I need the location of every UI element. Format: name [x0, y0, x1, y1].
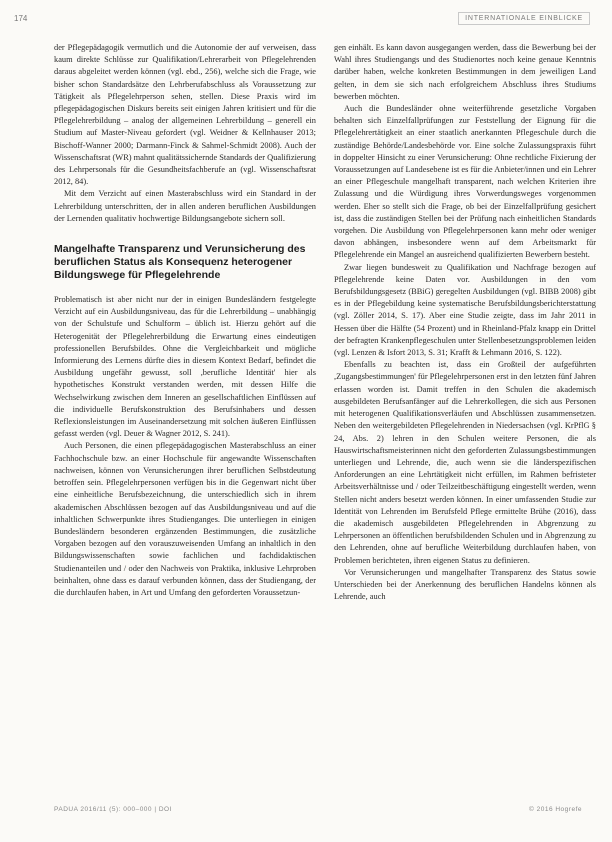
paragraph: Auch Personen, die einen pflegepädagogischen Masterabschluss an einer Fachhochschule bzw. an einer Hochschule für angewandte Wissenschaften nachweisen, können von Verunsicherungen ihrer beruflichen Selbstdeutung betroffen sein. Pflegelehrpersonen verfügen bis in die Gegenwart nicht über eine einheitliche Berufsbezeichnung, die unterschiedlich sich in ihrem akademischen Abschlüssen bezogen auf das Ausbildungsniveau und auf die inhaltlichen Schwerpunkte ihres Studienganges. Die unterliegen in einigen Bundesländern besonderen ergänzenden Bestimmungen, die zusätzliche Vorgaben bezogen auf den vorauszuweisenden Umfang an inhaltlich in den Bildungswissenschaften sowie fachlichen und fachdidaktischen Studienanteilen und / oder den Nachweis von Praktika, inklusive Lehrproben beinhalten, ohne dass es darauf verbunden können, dass der Studiengang, der die durchlaufen haben, in Art und Umfang den geforderten Voraussetzun-: [54, 441, 316, 597]
paragraph: Auch die Bundesländer ohne weiterführende gesetzliche Vorgaben behalten sich Einzelfallprüfungen zur Feststellung der Eignung für die Pflegelehrertätigkeit an einer staatlich anerkannten Pflegeschule durch die zuständige Behörde/Landesbehörde vor. Eine solche Zulassungspraxis führt in doppelter Hinsicht zu einer Verunsicherung: Ohne rechtliche Fixierung der Voraussetzungen auf Landesebene ist es für die Anbieter/innen und ein Lehrer an einer Pflegeschule mangelhaft transparent, nach welchen Kriterien ihre Zulassung und die Würdigung ihres Vorwerdungsweges vorgenommen werden. Eher so stellt sich die Frage, ob bei der Einzelfallprüfung gesichert ist, dass die zuständigen Stellen bei der Prüfung nach einheitlichen Standards vorgehen. Die Ausbildung von Pflegelehrpersonen kann mehr oder weniger davon abhängen, insbesondere wenn auf dem Arbeitsmarkt für Pflegelehrende ein Mangel an ausreichend qualifizierten Bewerbern besteht.: [334, 104, 596, 260]
paragraph: Zwar liegen bundesweit zu Qualifikation und Nachfrage bezogen auf Pflegelehrende keine Daten vor. Ausbildungen in den vom Berufsbildungsgesetz (BBiG) geregelten Ausbildungen (vgl. BIBB 2008) gibt es in der Pflegebildung keine systematische Berufsbildungsberichterstattung (vgl. Zöller 2014, S. 17). Aber eine Studie zeigte, dass im Jahr 2011 in Hessen über die Hälfte (54 Prozent) und in Rheinland-Pfalz knapp ein Drittel der befragten Krankenpflegeschulen unter Stellenbesetzungsproblemen leiden (vgl. Lenzen & Isfort 2013, S. 31; Krafft & Lehmann 2016, S. 122).: [334, 262, 596, 358]
paragraph: Mit dem Verzicht auf einen Masterabschluss wird ein Standard in der Lehrerbildung unterschritten, der in allen anderen beruflichen Ausbildungen der Lernenden qualitativ hochwertige Bildungsangebote sichern soll.: [54, 189, 316, 223]
footer-publisher: © 2016 Hogrefe: [529, 806, 582, 813]
page-header: [0, 10, 612, 34]
paragraph: gen einhält. Es kann davon ausgegangen werden, dass die Bewerbung bei der Wahl ihres Studiengangs und des Studienortes noch keine genaue Kenntnis darüber haben, welche konkreten Bestimmungen in dem jeweiligen Land gelten, in dem sie sich nach erfolgreichem Abschluss ihres Studiums bewerben möchten.: [334, 43, 596, 101]
paragraph: Ebenfalls zu beachten ist, dass ein Großteil der aufgeführten ,Zugangsbestimmungen' für Pflegelehrpersonen erst in den letzten fünf Jahren erlassen worden ist. Damit treffen in den Schulen die akademisch ausgebildeten Berufsanfänger auf die Lehrerkollegen, die sich aus Personen mit heterogenen Qualifikationsverläufen und Abschlüssen zusammensetzen. Neben den weitergebildeten Pflegelehrenden in Niedersachsen (vgl. KrPflG § 24, Abs. 2) lehren in den Schulen weitere Personen, die als Hauswirtschaftsmeisterinnen nicht den geforderten Zulassungsbestimmungen unterliegen und Lehrende, die, auch wenn sie die länderspezifischen Anforderungen an eine Lehrtätigkeit nicht erfüllen, im Rahmen befristeter Arbeitsverhältnisse und / oder Teilzeitbeschäftigung eingestellt werden, wenn Stellen nicht anders besetzt werden können. In einer umfassenden Studie zur Identität von Lehrenden im Berufsfeld Pflege ermittelte Brühe (2016), dass die akademisch ausgebildeten Pflegelehrenden in Abgrenzung zu Lehrpersonen an öffentlichen berufsbildenden Schulen und in Abgrenzung zu den Lehrenden, ohne auf berufliche Weiterbildung durchlaufen haben, von Problemen berichteten, ihren eigenen Status zu definieren.: [334, 360, 596, 565]
footer-citation: PADUA 2016/11 (5): 000–000 | DOI: [54, 806, 172, 813]
page-number: 174: [14, 14, 28, 23]
right-column: [334, 42, 596, 790]
running-head: INTERNATIONALE EINBLICKE: [458, 12, 590, 25]
left-column: [54, 42, 316, 790]
section-heading: Mangelhafte Transparenz und Verunsicherung des beruflichen Status als Konsequenz heterogener Bildungswege für Pflegelehrende: [54, 243, 306, 282]
paragraph: der Pflegepädagogik vermutlich und die Autonomie der auf verweisen, dass kaum direkte Schlüsse zur Qualifikation/Lehrerarbeit von Pflegelehrenden daraus abgeleitet werden können (vgl. ebd., 256), welche sich die Frage, wie bisher schon Standardsätze den Lehrberufabschluss als Voraussetzung zur Tätigkeit als Pflegelehrperson sehen, stellen. Diese Praxis wird im pflegepädagogischen Diskurs bereits seit einigen Jahren kritisiert und für die Pflegelehrerbildung – analog der allgemeinen Lehrerbildung – generell ein Studium auf Master-Niveau gefordert (vgl. Weidner & Kellnhauser 2013; Bischoff-Wanner 2000; Darmann-Finck & Sahmel-Schmidt 2008). Auch der Wissenschaftsrat (WR) mahnt qualitätssichernde Standards der Qualifizierung des Lehrpersonals für die Gesundheitsfachberufe an (vgl. Wissenschaftsrat 2012, 84).: [54, 43, 316, 187]
paragraph: Vor Verunsicherungen und mangelhafter Transparenz des Status sowie Unterschieden bei der Anerkennung des beruflichen Handelns können als Lehrende, auch: [334, 567, 596, 602]
paragraph: Problematisch ist aber nicht nur der in einigen Bundesländern festgelegte Verzicht auf ein Ausbildungsniveau, das für die Lehrerbildung – unabhängig von der Schulstufe und Schulform – üblich ist. Hierzu gehört auf die Heterogenität der Pflegelehrerbildung die Erwartung eines eindeutigen professionellen Berufsbildes. Ohne die Vergleichbarkeit und mögliche Informierung des Lernens dürfte dies in diesem Kontext Bedarf, befindet die Ausbildung ungefähr gewusst, soll ,berufliche Identität' hier als hypothetisches Konstrukt verstanden werden, mit dessen Hilfe die Wechselwirkung zwischen dem Inneren an gesellschaftlichen Einflüssen auf die individuelle Berufskonstruktion des Berufsinhabers und dessen Reflexionsleistungen im Auseinandersetzung mit solchen äußeren Einflüssen gefasst werden (vgl. Deuer & Wagner 2012, S. 241).: [54, 295, 316, 439]
